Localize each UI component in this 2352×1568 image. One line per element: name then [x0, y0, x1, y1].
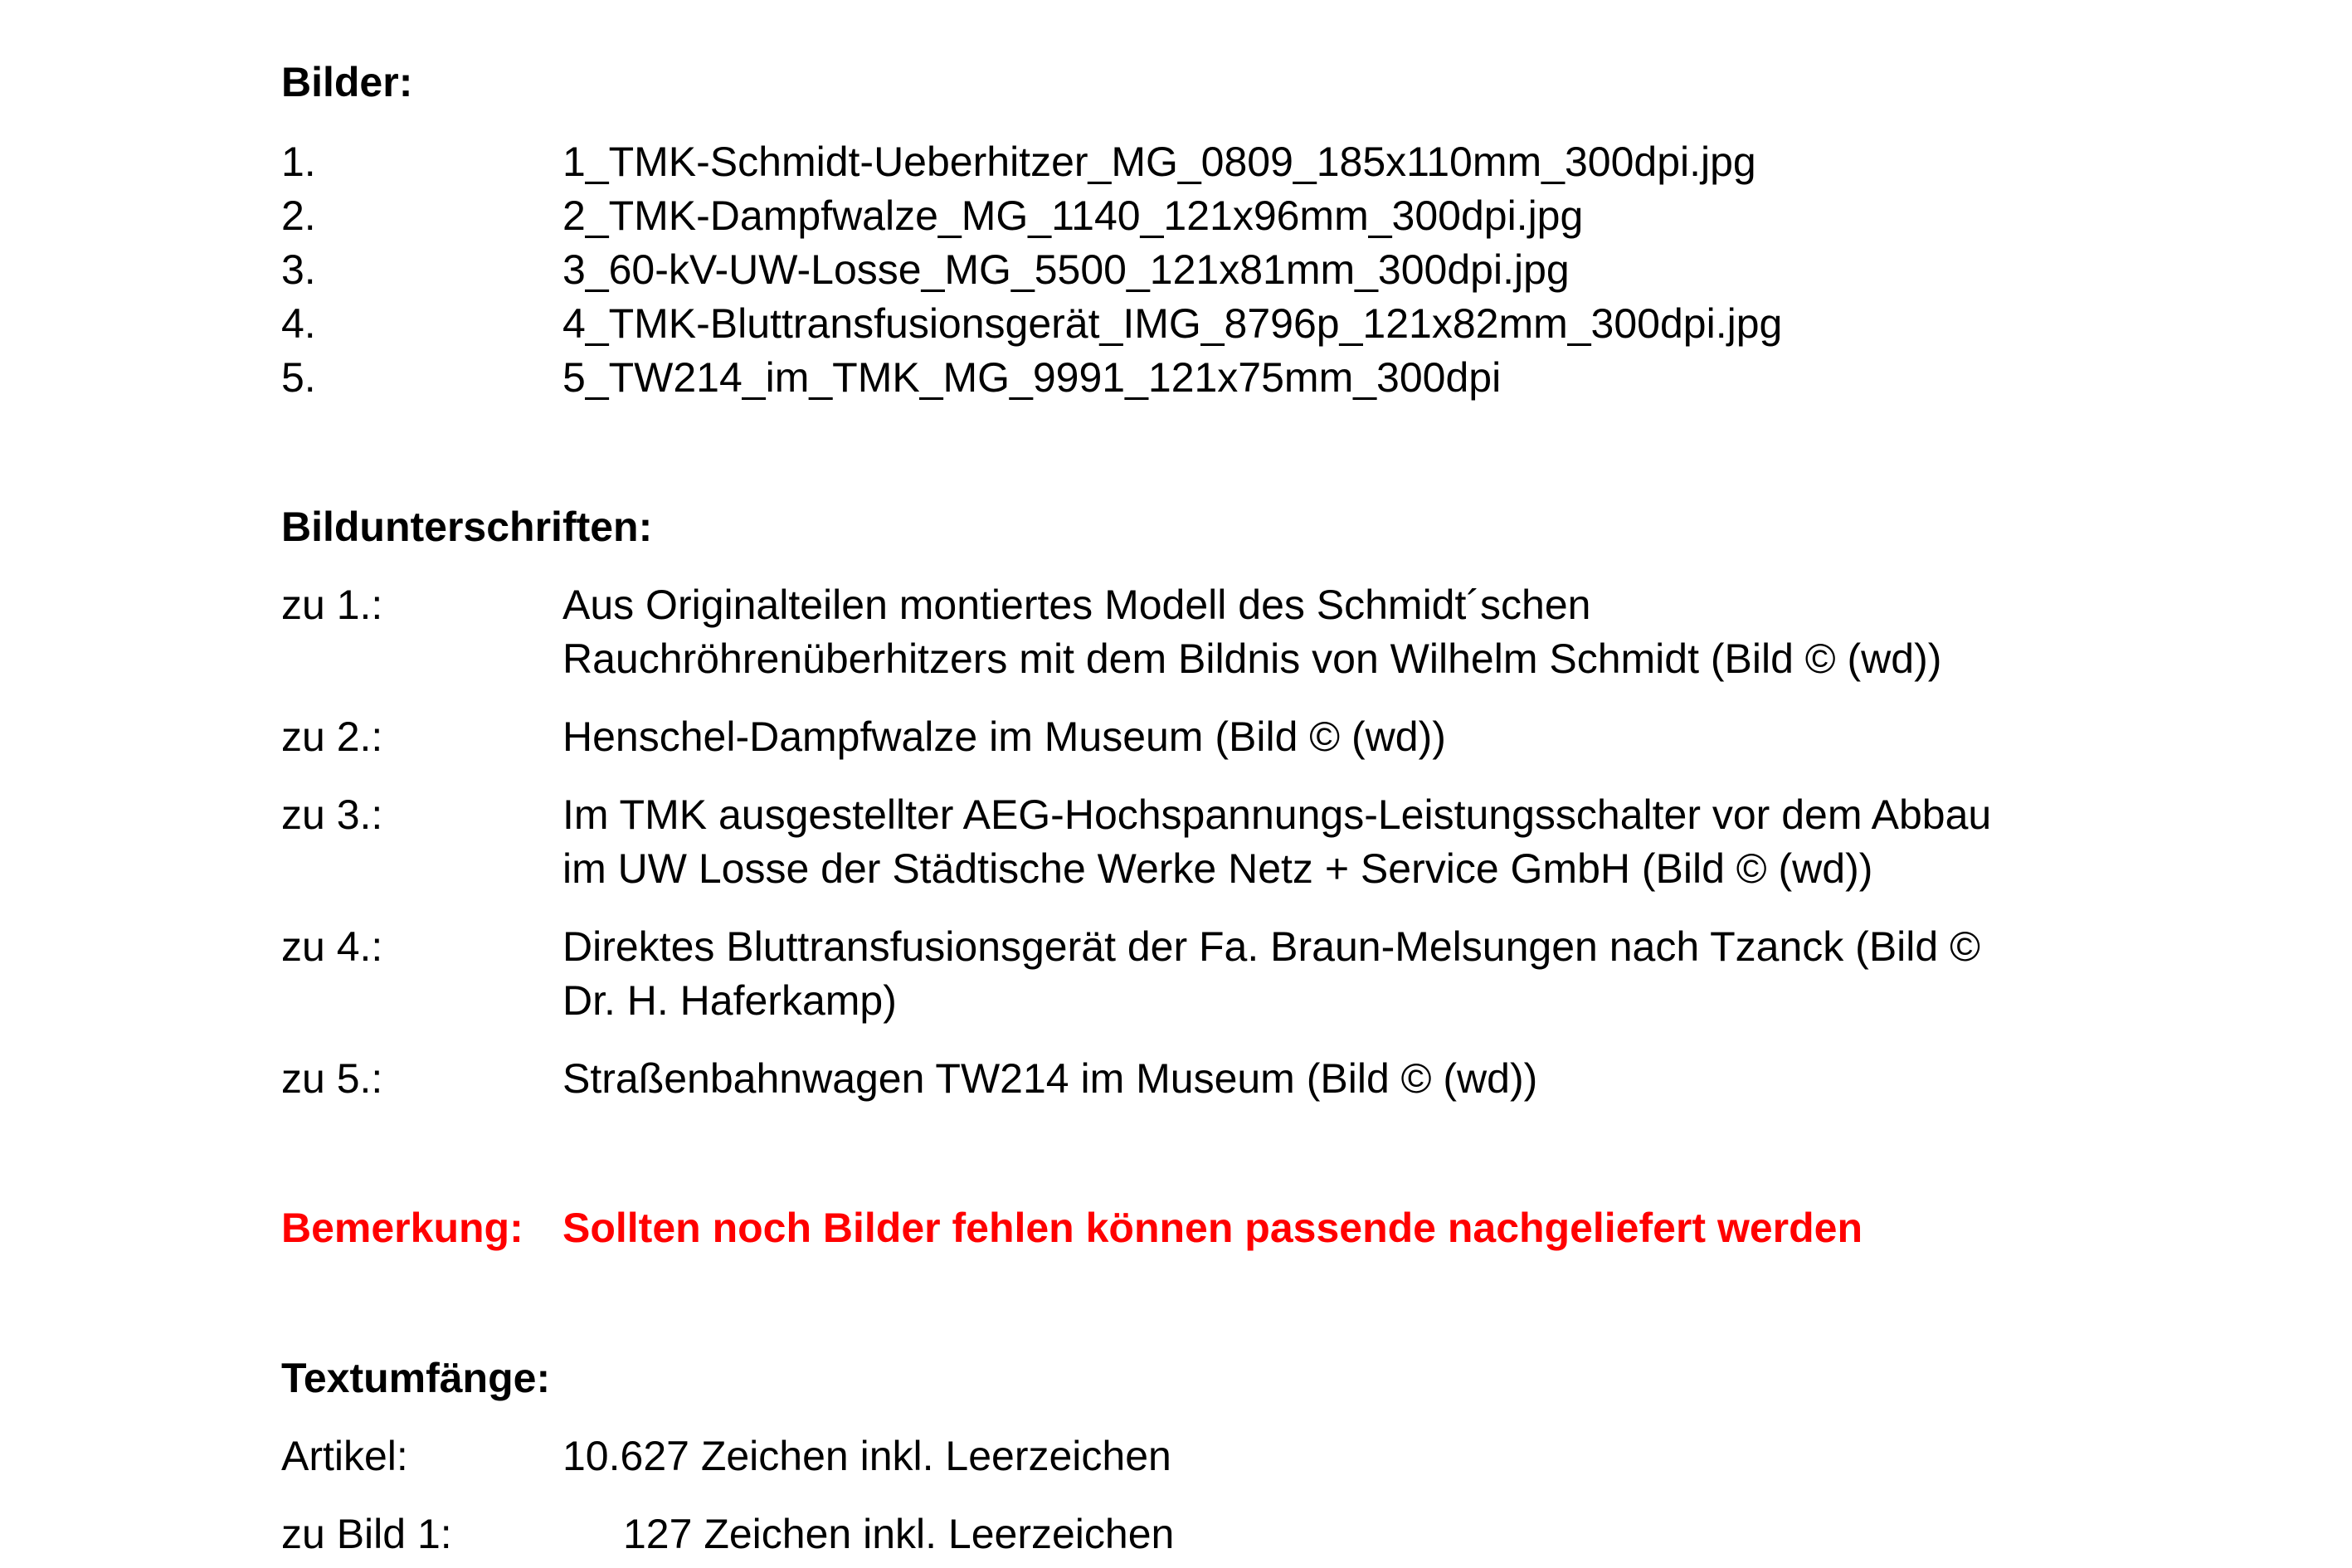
- image-number: 2.: [281, 192, 316, 239]
- caption-line: Direktes Bluttransfusionsgerät der Fa. Braun-Melsungen nach Tzanck (Bild ©: [562, 923, 1980, 970]
- image-filename: 5_TW214_im_TMK_MG_9991_121x75mm_300dpi: [562, 354, 1502, 401]
- caption-label: zu 4.:: [281, 923, 383, 970]
- remark-text: Sollten noch Bilder fehlen können passende nachgeliefert werden: [562, 1205, 1863, 1251]
- image-filename: 4_TMK-Bluttransfusionsgerät_IMG_8796p_121x82mm_300dpi.jpg: [562, 300, 1783, 347]
- caption-line: Dr. H. Haferkamp): [562, 977, 897, 1024]
- caption-label: zu 1.:: [281, 582, 383, 628]
- caption-label: zu 3.:: [281, 791, 383, 838]
- text-size-label: zu Bild 1:: [281, 1511, 452, 1557]
- caption-label: zu 5.:: [281, 1055, 383, 1102]
- caption-text: [562, 1052, 1537, 1106]
- image-number: 3.: [281, 246, 316, 293]
- caption-line: Rauchröhrenüberhitzers mit dem Bildnis von Wilhelm Schmidt (Bild © (wd)): [562, 635, 1942, 682]
- remark-label: Bemerkung:: [281, 1205, 523, 1251]
- text-sizes-heading: Textumfänge:: [281, 1355, 551, 1401]
- caption-label: zu 2.:: [281, 713, 383, 760]
- caption-text: [562, 578, 1941, 686]
- caption-line: Aus Originalteilen montiertes Modell des Schmidt´schen: [562, 582, 1591, 628]
- caption-text: [562, 710, 1446, 764]
- caption-line: Henschel-Dampfwalze im Museum (Bild © (wd)): [562, 713, 1446, 760]
- bilder-heading: Bilder:: [281, 59, 413, 105]
- text-size-value: 127 Zeichen inkl. Leerzeichen: [623, 1511, 1175, 1557]
- image-filename: 3_60-kV-UW-Losse_MG_5500_121x81mm_300dpi.jpg: [562, 246, 1570, 293]
- caption-line: im UW Losse der Städtische Werke Netz + Service GmbH (Bild © (wd)): [562, 845, 1873, 892]
- captions-heading: Bildunterschriften:: [281, 504, 653, 550]
- text-size-label: Artikel:: [281, 1433, 408, 1479]
- caption-text: [562, 788, 1991, 896]
- caption-line: Straßenbahnwagen TW214 im Museum (Bild © (wd)): [562, 1055, 1538, 1102]
- image-number: 5.: [281, 354, 316, 401]
- image-number: 1.: [281, 139, 316, 185]
- text-size-value: 10.627 Zeichen inkl. Leerzeichen: [562, 1433, 1171, 1479]
- image-filename: 2_TMK-Dampfwalze_MG_1140_121x96mm_300dpi.jpg: [562, 192, 1584, 239]
- caption-text: [562, 920, 1980, 1028]
- image-filename: 1_TMK-Schmidt-Ueberhitzer_MG_0809_185x110mm_300dpi.jpg: [562, 139, 1756, 185]
- caption-line: Im TMK ausgestellter AEG-Hochspannungs-Leistungsschalter vor dem Abbau: [562, 791, 1992, 838]
- image-number: 4.: [281, 300, 316, 347]
